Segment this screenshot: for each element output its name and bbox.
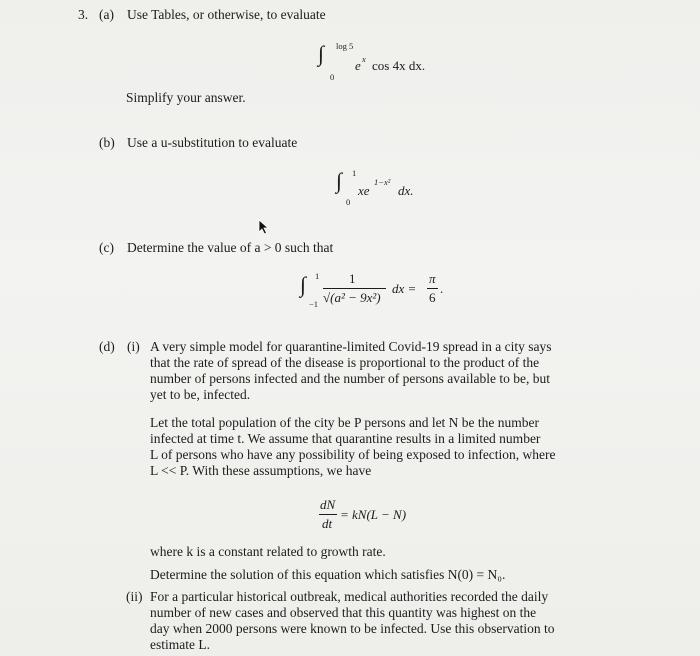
integral-a-rest: cos 4x dx.: [372, 58, 426, 73]
part-c-prompt: Determine the value of a > 0 such that: [127, 240, 334, 255]
rhs-denominator: 6: [429, 290, 436, 305]
integral-sign-c: ∫: [300, 272, 307, 297]
part-b-label: (b): [99, 135, 115, 150]
integral-c-dx: dx =: [392, 281, 417, 296]
sub2-line: estimate L.: [150, 637, 210, 652]
part-a-label: (a): [99, 7, 114, 22]
integral-b-lower: 0: [346, 197, 351, 207]
integral-a-exponent: x: [362, 54, 366, 64]
integral-b-rest: dx.: [398, 183, 414, 198]
rhs-period: .: [440, 281, 444, 296]
integral-b-integrand: xe: [358, 183, 370, 198]
integral-c-upper: 1: [315, 271, 320, 281]
integral-sign-b: ∫: [336, 168, 343, 193]
sub1-line: number of persons infected and the number of persons available to be, but: [150, 371, 551, 386]
integral-sign-a: ∫: [318, 41, 325, 66]
mouse-cursor-icon: [258, 219, 270, 235]
rhs-numerator: π: [429, 271, 436, 286]
part-b-prompt: Use a u-substitution to evaluate: [127, 135, 298, 150]
eq-denominator: dt: [322, 516, 333, 531]
integral-c-denominator: √(a² − 9x²): [323, 290, 381, 305]
integral-b-upper: 1: [352, 168, 357, 178]
part-d-label: (d): [99, 339, 115, 354]
part-a-simplify: Simplify your answer.: [126, 90, 246, 105]
part-d-sub2-label: (ii): [126, 589, 143, 604]
sub1-line: yet to be, infected.: [150, 387, 251, 402]
integral-a-upper: log 5: [336, 41, 354, 51]
sub1-line: A very simple model for quarantine-limited Covid-19 spread in a city says: [150, 339, 552, 354]
sub1-line: that the rate of spread of the disease is proportional to the product of the: [150, 355, 540, 370]
part-c-label: (c): [99, 240, 114, 255]
eq-fraction-bar: [319, 514, 337, 515]
integral-a-integrand: e: [355, 58, 361, 73]
integral-c-fraction-bar: [323, 288, 386, 289]
part-d-sub1-label: (i): [127, 339, 140, 354]
integral-b-exponent: 1−x²: [374, 177, 391, 187]
para2-line: L of persons who have any possibility of being exposed to infection, where: [150, 447, 556, 462]
rhs-fraction-bar: [427, 288, 438, 289]
para2-line: L << P. With these assumptions, we have: [150, 463, 372, 478]
eq-numerator: dN: [320, 497, 336, 512]
integral-a-lower: 0: [330, 72, 335, 82]
sub2-line: For a particular historical outbreak, medical authorities recorded the daily: [150, 589, 549, 604]
para2-line: Let the total population of the city be P persons and let N be the number: [150, 415, 540, 430]
integral-c-numerator: 1: [349, 271, 356, 286]
eq-rhs: = kN(L − N): [340, 507, 407, 522]
integral-c-lower: −1: [309, 299, 319, 309]
para2-line: infected at time t. We assume that quarantine results in a limited number: [150, 431, 541, 446]
determine-line: Determine the solution of this equation which satisfies N(0) = N₀.: [150, 567, 506, 582]
question-number: 3.: [78, 7, 89, 22]
sub2-line: number of new cases and observed that this quantity was highest on the: [150, 605, 537, 620]
part-a-prompt: Use Tables, or otherwise, to evaluate: [127, 7, 326, 22]
where-line: where k is a constant related to growth rate.: [150, 544, 386, 559]
sub2-line: day when 2000 persons were known to be infected. Use this observation to: [150, 621, 555, 636]
